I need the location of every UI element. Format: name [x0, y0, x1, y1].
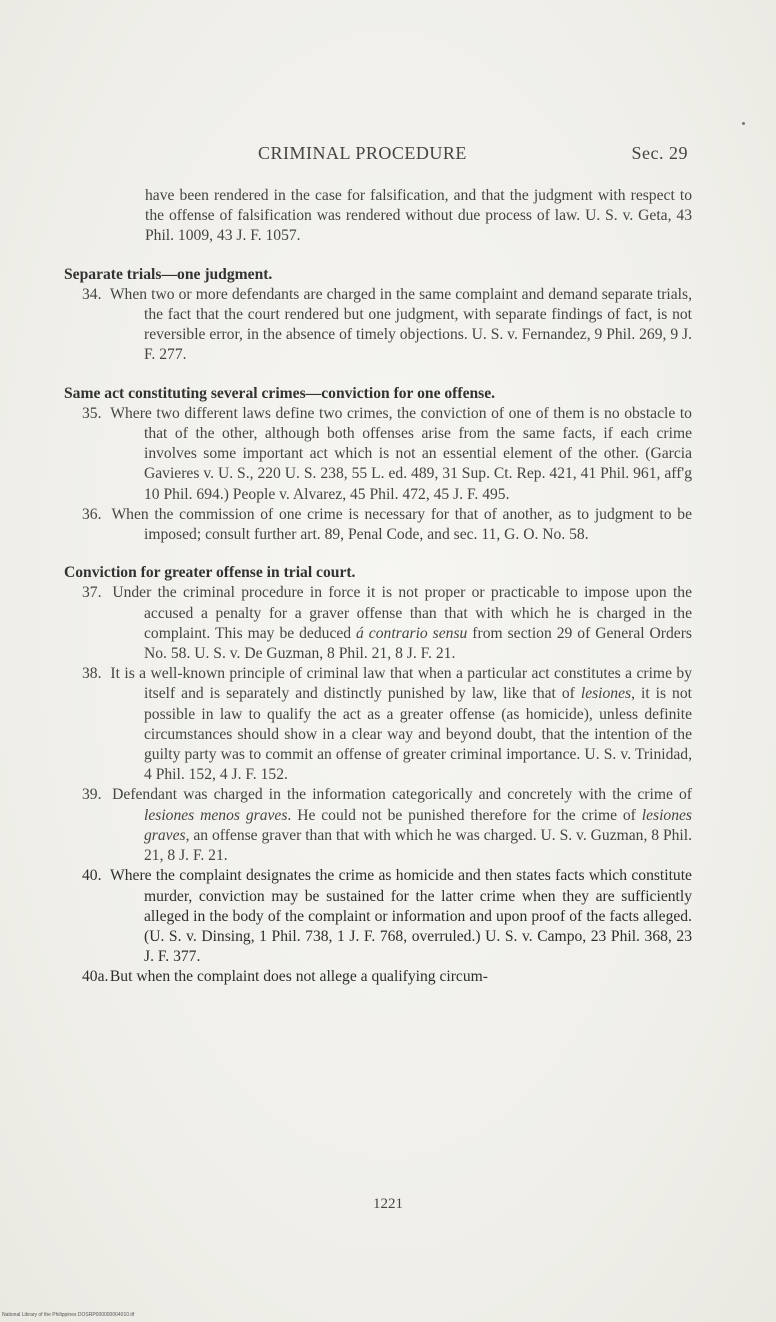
italic-term: lesiones [580, 685, 632, 703]
running-header [258, 143, 688, 171]
paragraph-text: Where two different laws define two crimes, the conviction of one of them is no obstacle to that of the other, although both offenses arise from the same facts, if each crime involves some important act which is not an essential element of the other. (Garcia Gavieres v. U. S., 220 U. S. 238, 55 L. ed. 489, 31 Sup. Ct. Rep. 421, 41 Phil. 961, aff'g 10 Phil. 694.) People v. Alvarez, 45 Phil. 472, 45 J. F. 495. [110, 404, 692, 503]
header-title: CRIMINAL PROCEDURE [258, 143, 467, 163]
paragraph-text: When the commission of one crime is necessary for that of another, as to judgment to be imposed; consult further art. 89, Penal Code, and sec. 11, G. O. No. 58. [111, 505, 692, 544]
section-heading: Conviction for greater offense in trial court. [64, 564, 356, 582]
paragraph-text: . He could not be punished therefore for the crime of [287, 806, 642, 824]
paragraph-text: It is a well-known principle of criminal law that when a particular act constitutes a crime by itself and is separately and distinctly punished by law, like that of [110, 665, 692, 703]
italic-term: lesiones menos graves [144, 806, 288, 824]
header-section: Sec. 29 [631, 143, 688, 163]
paragraph-text: , it is not possible in law to qualify the act as a greater offense (as homicide), unless definite circumstances should show in a clear way and beyond doubt, that the intention of the guilty party was to commit an offense of greater criminal importance. U. S. v. Trinidad, 4 Phil. 152, 4 J. F. 152. [144, 685, 692, 784]
paragraph-number: 35. [82, 404, 102, 422]
paragraph-35 [82, 404, 692, 505]
paragraph-text: , an offense graver than that with which he was charged. U. S. v. Guzman, 8 Phil. 21, 8 J. F. 21. [144, 826, 692, 865]
italic-term: lesiones graves [144, 806, 692, 844]
paragraph-34 [82, 285, 692, 366]
paragraph-40a [82, 967, 692, 987]
italic-latin-phrase: á contrario sensu [356, 624, 468, 642]
scan-footer: National Library of the Philippines DOSRP000000004010.tif [2, 1312, 135, 1318]
page-body [64, 186, 692, 988]
paragraph-40 [82, 866, 692, 967]
paragraph-number: 38. [82, 665, 102, 683]
paragraph-text: When two or more defendants are charged in the same complaint and demand separate trials, the fact that the court rendered but one judgment, with separate findings of fact, is not reversible error, in the absence of timely objections. U. S. v. Fernandez, 9 Phil. 269, 9 J. F. 277. [109, 285, 692, 364]
paragraph-number: 40a. [82, 968, 109, 986]
paragraph-number: 34. [82, 285, 102, 303]
paragraph-number: 36. [82, 505, 102, 523]
paragraph-39 [82, 785, 692, 866]
continued-paragraph: have been rendered in the case for falsification, and that the judgment with respect to the offense of falsification was rendered without due process of law. U. S. v. Geta, 43 Phil. 1009, 43 J. F. 1057. [145, 187, 692, 245]
paragraph-text: But when the complaint does not allege a qualifying circum- [109, 968, 488, 986]
paragraph-text: Defendant was charged in the information categorically and concretely with the crime of [112, 786, 692, 804]
paragraph-37 [82, 583, 692, 664]
paragraph-number: 37. [82, 584, 102, 602]
paragraph-36 [82, 505, 692, 545]
paragraph-number: 39. [82, 786, 102, 804]
paragraph-38 [82, 664, 692, 785]
scan-speck [742, 122, 745, 125]
paragraph-text: from section 29 of General Orders No. 58. U. S. v. De Guzman, 8 Phil. 21, 8 J. F. 21. [144, 624, 692, 663]
section-heading: Separate trials—one judgment. [64, 265, 273, 283]
paragraph-text: Under the criminal procedure in force it is not proper or practicable to impose upon the accused a penalty for a graver offense than that with which he is charged in the complaint. This may be deduced [112, 584, 692, 642]
paragraph-text: Where the complaint designates the crime as homicide and then states facts which constitute murder, conviction may be sustained for the latter crime when they are sufficiently alleged in the body of the complaint or information and upon proof of the facts alleged. (U. S. v. Dinsing, 1 Phil. 738, 1 J. F. 768, overruled.) U. S. v. Campo, 23 Phil. 368, 23 J. F. 377. [110, 867, 692, 966]
section-heading: Same act constituting several crimes—conviction for one offense. [64, 384, 496, 402]
paragraph-number: 40. [82, 867, 102, 885]
page-number: 1221 [373, 1196, 403, 1212]
